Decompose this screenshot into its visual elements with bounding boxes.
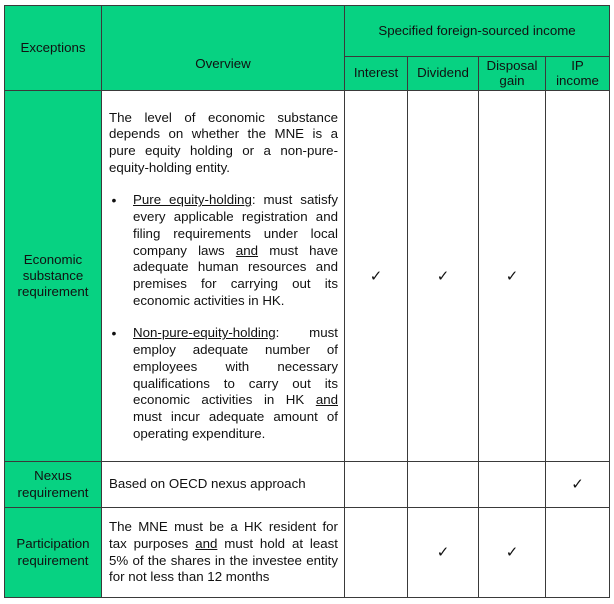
cell-disposal-gain <box>479 462 546 508</box>
row-header-line: requirement <box>17 284 89 300</box>
bullet-and: and <box>315 392 338 408</box>
cell-ip-income <box>546 462 610 508</box>
overview-economic-substance <box>102 91 345 462</box>
table-row-participation <box>5 508 610 598</box>
overview-participation <box>102 508 345 598</box>
bullet-and: and <box>235 242 259 258</box>
row-header-line: requirement <box>17 552 89 568</box>
bullet-text: must incur adequate amount of operating expenditure. <box>133 408 338 441</box>
header-specified-foreign-sourced-income <box>345 6 610 57</box>
exceptions-table <box>4 5 610 598</box>
header-ip-income-line1: IP <box>571 58 584 73</box>
bullet-text: : must employ adequate number of employees with necessary qualifications to carry out its economic activities in HK <box>133 325 338 408</box>
row-header-line: substance <box>22 267 84 283</box>
row-header-line: Nexus <box>34 468 72 484</box>
header-disposal-gain-line2: gain <box>499 72 525 88</box>
overview-intro: The level of economic substance depends on whether the MNE is a pure equity holding or a non-pure-equity-holding entity. <box>109 109 338 175</box>
bullet-icon: • <box>111 325 117 342</box>
table-row-nexus <box>5 462 610 508</box>
cell-dividend <box>408 508 479 598</box>
bullet-term: Pure equity-holding <box>133 192 252 208</box>
bullet-non-pure-equity-holding <box>111 325 338 442</box>
cell-interest <box>345 508 408 598</box>
cell-interest <box>345 462 408 508</box>
bullet-text: : must satisfy every applicable registration and filing requirements under local company laws <box>133 192 338 258</box>
check-icon: ✓ <box>436 543 450 562</box>
overview-and: and <box>195 535 218 551</box>
check-icon: ✓ <box>505 543 519 562</box>
header-interest <box>345 57 408 91</box>
header-dividend-label: Dividend <box>417 65 469 81</box>
row-header-line: Economic <box>23 251 83 267</box>
cell-dividend <box>408 462 479 508</box>
row-header-economic-substance <box>5 91 102 462</box>
overview-text: Based on OECD nexus approach <box>109 476 306 492</box>
overview-text: must hold at least 5% of the shares in the investee entity for not less than 12 months <box>109 535 338 585</box>
cell-dividend <box>408 91 479 462</box>
header-ip-income-line2: income <box>556 72 599 88</box>
row-header-line: requirement <box>17 484 89 500</box>
header-overview-label: Overview <box>195 55 251 71</box>
header-dividend <box>408 57 479 91</box>
bullet-term: Non-pure-equity-holding <box>133 325 276 341</box>
check-icon: ✓ <box>571 475 584 494</box>
row-header-line: Participation <box>16 536 90 552</box>
bullet-text: must have adequate human resources and premises for carrying out its economic activities in HK. <box>133 242 338 308</box>
check-icon: ✓ <box>369 266 383 285</box>
row-header-nexus <box>5 462 102 508</box>
row-header-participation <box>5 508 102 598</box>
cell-ip-income <box>546 91 610 462</box>
header-ip-income <box>546 57 610 91</box>
bullet-pure-equity-holding <box>111 192 338 309</box>
header-disposal-gain <box>479 57 546 91</box>
header-interest-label: Interest <box>353 65 399 81</box>
cell-ip-income <box>546 508 610 598</box>
overview-nexus <box>102 462 345 508</box>
header-disposal-gain-line1: Disposal <box>486 58 538 73</box>
check-icon: ✓ <box>505 266 519 285</box>
cell-disposal-gain <box>479 91 546 462</box>
header-overview <box>102 6 345 91</box>
overview-text: The MNE must be a HK resident for tax purposes <box>109 519 338 551</box>
header-exceptions-label: Exceptions <box>20 39 86 55</box>
table-row-economic-substance <box>5 91 610 462</box>
bullet-icon: • <box>111 192 117 209</box>
check-icon: ✓ <box>436 266 450 285</box>
cell-interest <box>345 91 408 462</box>
header-group-label: Specified foreign-sourced income <box>378 22 576 38</box>
header-exceptions <box>5 6 102 91</box>
overview-bullet-list <box>109 192 338 442</box>
cell-disposal-gain <box>479 508 546 598</box>
